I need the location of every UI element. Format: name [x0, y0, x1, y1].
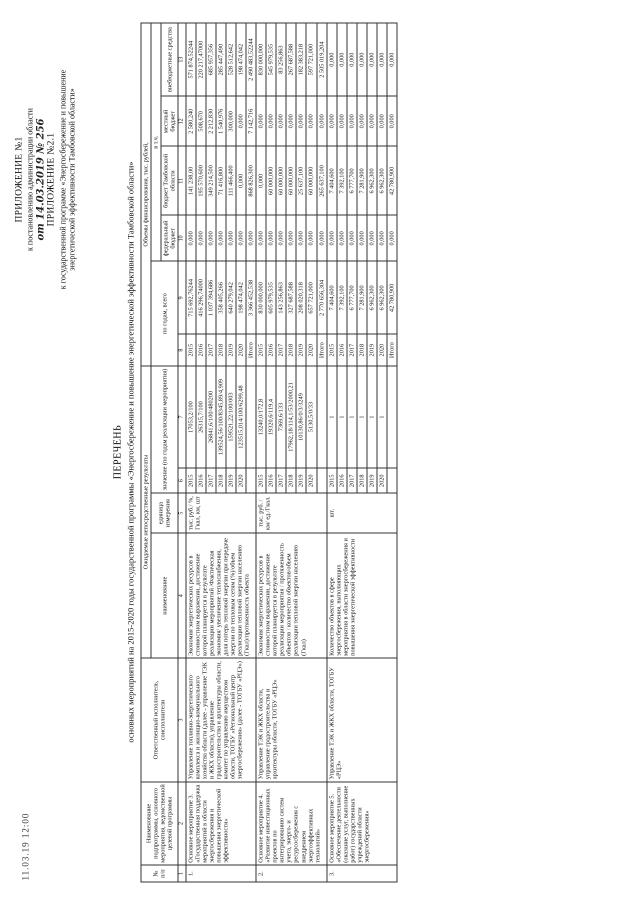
fin-extra: 830 000,000	[256, 23, 266, 96]
fin-total: 6 962,300	[377, 261, 387, 334]
result-value: 139524,56/100/8345,89/4,909	[216, 366, 226, 468]
fin-year: 2016	[337, 334, 347, 365]
fin-regional: 7 404,600	[327, 146, 337, 215]
measure-executor: Управление топливно-энергетического комплекса и жилищно-коммунального хозяйства области (далее - управление ТЭК и ЖКХ области), управление градостроительства и архитектуры области, комитет по управлению имуществом области, ТОГБУ «Региональный центр энергосбережения» (далее - ТОГБУ «РЦЭ»)	[186, 658, 256, 781]
col-index: 9	[178, 261, 186, 334]
fin-regional: 60 000,000	[286, 146, 296, 215]
fin-total: 327 687,588	[286, 261, 296, 334]
fin-year: 2018	[216, 334, 226, 365]
fin-extra: 0,000	[387, 23, 397, 96]
fin-federal: 0,000	[357, 215, 367, 261]
col-res-value: значение (по годам реализации мероприятия)	[151, 366, 178, 493]
fin-year: 2018	[286, 334, 296, 365]
fin-total: 640 279,042	[226, 261, 236, 334]
document-subtitle: основных мероприятий на 2015-2020 годы государственной программы «Энергосбережение и повышение энергетической эффективности Тамбовской области»	[125, 161, 136, 743]
fin-extra: 2 490 483,52244	[246, 23, 256, 96]
result-name: Экономия энергетических ресурсов в стоимостном выражении, достижение которой планируется в результате реализации мероприятий /Фактическая экономия/ увеличение теплоснабжения, доля потерь тепловой энергии при передаче энергии по тепловым сетям (%)/объем реализации тепловой энергии населению (Гкал)/протяженность объекта	[186, 533, 256, 658]
fin-local: 300,000	[226, 96, 236, 146]
fin-year: 2017	[276, 334, 286, 365]
col-fin-incl: в т.ч.	[151, 23, 161, 261]
column-index-row	[178, 23, 186, 882]
result-value: 13240,0/172,8	[256, 366, 266, 468]
program-line-2: энергетической эффективности Тамбовской области»	[67, 88, 77, 271]
result-year: 2019	[367, 468, 377, 493]
fin-federal: 0,000	[377, 215, 387, 261]
result-value: 159521,22/100/003	[226, 366, 236, 468]
fin-extra: 545 979,535	[266, 23, 276, 96]
decree-number: от 14.03.2019 № 256	[35, 118, 47, 241]
fin-regional: 0,000	[256, 146, 266, 215]
appendix-2-label: ПРИЛОЖЕНИЕ №2.1	[46, 132, 57, 227]
fin-year: 2020	[377, 334, 387, 365]
appendix-1-label: ПРИЛОЖЕНИЕ №1	[14, 136, 25, 223]
fin-federal: 0,000	[226, 215, 236, 261]
fin-local: 1 540,976	[216, 96, 226, 146]
result-value: 1	[337, 366, 347, 468]
fin-year: 2017	[206, 334, 216, 365]
fin-total: 358 405,266	[216, 261, 226, 334]
fin-total: 715 692,76244	[186, 261, 196, 334]
result-year: 2020	[236, 468, 246, 493]
measure-executor: Управление ТЭК и ЖКХ области, ТОГБУ «РЦЭ»	[327, 658, 397, 781]
fin-regional: 6 777,700	[347, 146, 357, 215]
fin-year: 2017	[347, 334, 357, 365]
fin-local: 0,000	[347, 96, 357, 146]
result-year: 2017	[347, 468, 357, 493]
fin-regional: 111 466,400	[226, 146, 236, 215]
fin-extra: 0,000	[337, 23, 347, 96]
result-value: 7369,6/133	[276, 366, 286, 468]
fin-local: 0,000	[367, 96, 377, 146]
measure-name: Основное мероприятие 3. «Государственная поддержка мероприятий в области энергосбережения и повышения энергетической эффективности»	[186, 782, 256, 866]
fin-federal: 0,000	[256, 215, 266, 261]
measure-number: 1.	[186, 865, 256, 882]
fin-local: 0,000	[317, 96, 327, 146]
fin-extra: 220 217,47000	[196, 23, 206, 96]
fin-year: 2015	[327, 334, 337, 365]
col-index: 13	[178, 23, 186, 96]
fin-federal: 0,000	[206, 215, 216, 261]
result-value-empty	[387, 366, 397, 468]
fin-local: 0,000	[286, 96, 296, 146]
fin-local: 0,000	[276, 96, 286, 146]
fin-extra: 571 874,52244	[186, 23, 196, 96]
fin-total: 7 281,900	[357, 261, 367, 334]
col-res-unit: единица измерения	[151, 493, 178, 533]
document-page	[1, 0, 640, 905]
fin-year: Итого	[317, 334, 327, 365]
measures-body	[186, 23, 397, 882]
print-timestamp: 11.03.19 12:00	[20, 812, 31, 881]
fin-extra: 0,000	[327, 23, 337, 96]
fin-extra: 198 474,042	[236, 23, 246, 96]
fin-total: 657 721,000	[306, 261, 316, 334]
fin-year: 2020	[306, 334, 316, 365]
fin-extra: 285 447,490	[216, 23, 226, 96]
fin-extra: 597 721,000	[306, 23, 316, 96]
fin-local: 0,000	[306, 96, 316, 146]
fin-group-label: Объемы финансирования, тыс. рублей,	[142, 142, 150, 247]
fin-regional: 141 238,00	[186, 146, 196, 215]
decree-line: к постановлению администрации области	[25, 108, 35, 251]
fin-extra: 0,000	[347, 23, 357, 96]
fin-local: 508,670	[196, 96, 206, 146]
table-row	[327, 23, 337, 882]
measure-number: 2.	[256, 865, 326, 882]
fin-year: Итого	[387, 334, 397, 365]
fin-local: 2 212,830	[206, 96, 216, 146]
fin-regional: 349 214,500	[206, 146, 216, 215]
fin-regional: 195 570,600	[196, 146, 206, 215]
fin-extra: 267 687,588	[286, 23, 296, 96]
fin-federal: 0,000	[286, 215, 296, 261]
col-index: 2	[178, 782, 186, 866]
result-year-empty	[387, 468, 397, 493]
result-unit: шт.	[327, 493, 397, 533]
fin-regional: 60 000,000	[306, 146, 316, 215]
fin-local: 0,000	[256, 96, 266, 146]
col-fin-federal: федеральный бюджет	[161, 215, 178, 261]
result-value: 26315,7/100	[196, 366, 206, 468]
col-index: 12	[178, 96, 186, 146]
result-value: 1	[357, 366, 367, 468]
result-year: 2020	[377, 468, 387, 493]
result-value: 17053,2/100	[186, 366, 196, 468]
result-year: 2015	[186, 468, 196, 493]
result-value: 123515,014/100/6299,48	[236, 366, 246, 468]
program-line-1: к государственной программе «Энергосбережение и повышение	[58, 69, 68, 290]
result-year: 2015	[327, 468, 337, 493]
result-year-empty	[317, 468, 327, 493]
fin-local: 0,000	[377, 96, 387, 146]
fin-total: 198 474,042	[236, 261, 246, 334]
fin-local: 0,000	[357, 96, 367, 146]
result-year: 2017	[206, 468, 216, 493]
fin-federal: 0,000	[317, 215, 327, 261]
col-res-name: наименование	[151, 533, 178, 658]
result-year: 2018	[357, 468, 367, 493]
result-value: 1	[347, 366, 357, 468]
fin-year: 2019	[226, 334, 236, 365]
col-name: Наименование подпрограммы, основного мероприятия, ведомственной целевой программы	[141, 782, 178, 866]
fin-total: 605 979,535	[266, 261, 276, 334]
fin-total: 7 404,600	[327, 261, 337, 334]
fin-regional: 7 392,100	[337, 146, 347, 215]
fin-extra: 83 256,863	[276, 23, 286, 96]
fin-extra: 0,000	[377, 23, 387, 96]
result-name: Количество объектов в сфере энергосбережения, выполняющих мероприятия в области энергосбережения и повышения энергетической эффективности	[327, 533, 397, 658]
col-index: 3	[178, 658, 186, 781]
result-year: 2018	[216, 468, 226, 493]
result-year: 2016	[266, 468, 276, 493]
col-financing-group	[141, 23, 151, 366]
result-unit: тыс. руб. /км/ ед./Гкал.	[256, 493, 326, 533]
fin-federal: 0,000	[216, 215, 226, 261]
result-value: 1	[377, 366, 387, 468]
fin-local: 7 142,716	[246, 96, 256, 146]
fin-year: 2015	[186, 334, 196, 365]
fin-total: 208 020,318	[296, 261, 306, 334]
col-results-group: Ожидаемые непосредственные результаты	[141, 366, 151, 659]
fin-federal: 0,000	[387, 215, 397, 261]
fin-extra: 0,000	[367, 23, 377, 96]
fin-total: 2 770 656,304	[317, 261, 327, 334]
fin-total: 3 366 452,538	[246, 261, 256, 334]
fin-local: 2 580,240	[186, 96, 196, 146]
fin-federal: 0,000	[276, 215, 286, 261]
appendix-header	[15, 30, 78, 330]
fin-local: 0,000	[387, 96, 397, 146]
fin-extra: 0,000	[357, 23, 367, 96]
fin-federal: 0,000	[246, 215, 256, 261]
result-year: 2020	[306, 468, 316, 493]
measure-name: Основное мероприятие 4. «Развитие инвестиционных проектов по интегрированию систем учета, энерго- и ресурсосбережения с внедрением энергоэффективных технологий»	[256, 782, 326, 866]
col-fin-total: по годам, всего	[151, 261, 178, 365]
fin-regional: 0,000	[236, 146, 246, 215]
result-value: 26841,6/100/480200	[206, 366, 216, 468]
result-year: 2018	[286, 468, 296, 493]
result-value-empty	[317, 366, 327, 468]
fin-federal: 0,000	[186, 215, 196, 261]
col-index: 6	[178, 468, 186, 493]
result-year: 2019	[226, 468, 236, 493]
col-index: 7	[178, 366, 186, 468]
col-index: 11	[178, 146, 186, 215]
result-year: 2019	[296, 468, 306, 493]
fin-total: 143 256,863	[276, 261, 286, 334]
fin-total: 6 962,300	[367, 261, 377, 334]
fin-regional: 25 637,100	[296, 146, 306, 215]
result-name: Экономия энергетических ресурсов в стоимостном выражении, достижение которой планируется в результате реализации мероприятия / протяженность объектов / количество объектов/объем реализации тепловой энергии населению (Гкал)	[256, 533, 326, 658]
fin-year: 2020	[236, 334, 246, 365]
fin-extra: 182 383,218	[296, 23, 306, 96]
fin-local: 0,000	[236, 96, 246, 146]
fin-federal: 0,000	[347, 215, 357, 261]
fin-federal: 0,000	[306, 215, 316, 261]
result-year-empty	[246, 468, 256, 493]
fin-year: 2016	[266, 334, 276, 365]
fin-local: 0,000	[266, 96, 276, 146]
fin-extra: 528 512,642	[226, 23, 236, 96]
document-title: ПЕРЕЧЕНЬ	[112, 424, 124, 480]
col-index: 5	[178, 493, 186, 533]
fin-regional: 60 000,000	[266, 146, 276, 215]
fin-total: 6 777,700	[347, 261, 357, 334]
result-value: 5130,5/0/33	[306, 366, 316, 468]
table-row	[186, 23, 196, 882]
col-executor: Ответственный исполнитель, соисполнители	[141, 658, 178, 781]
result-year: 2016	[337, 468, 347, 493]
fin-regional: 265 637,100	[317, 146, 327, 215]
result-value: 19320,6/119,4	[266, 366, 276, 468]
fin-regional: 6 962,300	[377, 146, 387, 215]
result-value: 10130,86/0/3/3249	[296, 366, 306, 468]
result-year: 2016	[196, 468, 206, 493]
fin-total: 830 000,000	[256, 261, 266, 334]
measure-number: 3.	[327, 865, 397, 882]
fin-extra: 2 505 019,204	[317, 23, 327, 96]
col-index: 1	[178, 865, 186, 882]
col-fin-local: местный бюджет	[161, 96, 178, 146]
result-year: 2017	[276, 468, 286, 493]
fin-year: 2019	[296, 334, 306, 365]
col-index: 4	[178, 533, 186, 658]
fin-federal: 0,000	[196, 215, 206, 261]
col-fin-regional: бюджет Тамбовской области	[161, 146, 178, 215]
fin-total: 42 780,900	[387, 261, 397, 334]
fin-local: 0,000	[327, 96, 337, 146]
fin-regional: 60 000,000	[276, 146, 286, 215]
fin-federal: 0,000	[266, 215, 276, 261]
fin-year: Итого	[246, 334, 256, 365]
result-value: 1	[327, 366, 337, 468]
fin-total: 416 296,74000	[196, 261, 206, 334]
measure-executor: Управление ТЭК и ЖКХ области, управление градостроительства и архитектуры области, ТОГБУ «РЦЭ»	[256, 658, 326, 781]
fin-regional: 7 281,900	[357, 146, 367, 215]
result-value-empty	[246, 366, 256, 468]
measure-name: Основное мероприятие 5. «Обеспечение деятельности (оказание услуг, выполнение работ) государственных учреждений области энергосбережения»	[327, 782, 397, 866]
col-no: № п/п	[141, 865, 178, 882]
col-index: 10	[178, 215, 186, 261]
col-index: 8	[178, 334, 186, 365]
fin-total: 1 037 394,686	[206, 261, 216, 334]
result-unit: тыс. руб./ %, Гкал, км, шт	[186, 493, 256, 533]
fin-federal: 0,000	[337, 215, 347, 261]
fin-year: 2019	[367, 334, 377, 365]
measures-table	[141, 23, 398, 883]
fin-regional: 868 826,300	[246, 146, 256, 215]
fin-federal: 0,000	[296, 215, 306, 261]
fin-extra: 685 957,356	[206, 23, 216, 96]
fin-federal: 0,000	[327, 215, 337, 261]
result-value: 17962,18/114,1/53/2000,21	[286, 366, 296, 468]
fin-year: 2016	[196, 334, 206, 365]
fin-year: 2015	[256, 334, 266, 365]
fin-regional: 42 780,900	[387, 146, 397, 215]
fin-year: 2018	[357, 334, 367, 365]
fin-federal: 0,000	[236, 215, 246, 261]
col-fin-extra: внебюджетные средства	[161, 23, 178, 96]
result-year: 2015	[256, 468, 266, 493]
fin-regional: 6 962,300	[367, 146, 377, 215]
fin-total: 7 392,100	[337, 261, 347, 334]
fin-local: 0,000	[337, 96, 347, 146]
fin-regional: 71 416,800	[216, 146, 226, 215]
result-value: 1	[367, 366, 377, 468]
fin-federal: 0,000	[367, 215, 377, 261]
fin-local: 0,000	[296, 96, 306, 146]
table-row	[256, 23, 266, 882]
